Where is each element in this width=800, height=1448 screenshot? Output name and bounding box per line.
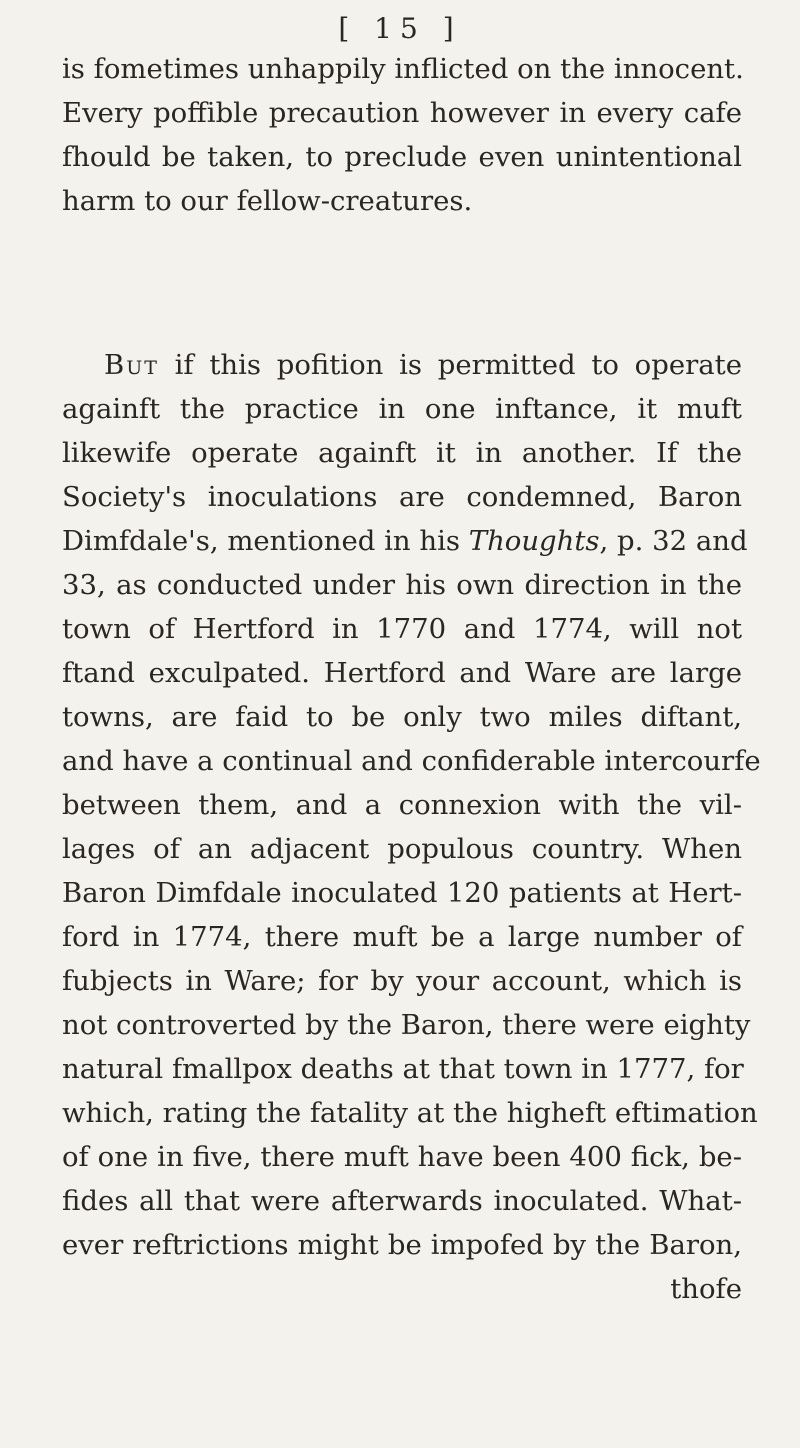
text-line: not controverted by the Baron, there were eighty: [62, 1009, 751, 1041]
text-line: towns, are faid to be only two miles diftant,: [62, 701, 742, 733]
text-fragment: Dimfdale's, mentioned in his: [62, 525, 469, 557]
text-fragment: , p. 32 and: [599, 525, 748, 557]
book-title: Thoughts: [468, 525, 600, 557]
text-line: likewife operate againft it in another. If the: [62, 437, 742, 469]
text-line: ever reftrictions might be impofed by the Baron,: [62, 1229, 742, 1261]
text-line: between them, and a connexion with the vil-: [62, 789, 742, 821]
paragraph-2: [62, 343, 761, 1311]
text-line: fides all that were afterwards inoculated. What-: [62, 1185, 742, 1217]
text-line: lages of an adjacent populous country. When: [62, 833, 742, 865]
opening-word: But: [104, 349, 159, 381]
text-line: ford in 1774, there muft be a large number of: [62, 921, 742, 953]
text-line: of one in five, there muft have been 400 fick, be-: [62, 1141, 742, 1173]
text-line: natural fmallpox deaths at that town in 1777, for: [62, 1053, 744, 1085]
text-line: fubjects in Ware; for by your account, which is: [62, 965, 742, 997]
text-fragment: if this pofition is permitted to operate: [158, 349, 742, 381]
text-line: is fometimes unhappily inflicted on the innocent.: [62, 53, 744, 85]
text-line: Every poffible precaution however in every cafe: [62, 97, 742, 129]
catchword: thofe: [670, 1273, 742, 1305]
text-line: [62, 343, 742, 387]
page-number: [ 15 ]: [338, 12, 462, 45]
text-line: Baron Dimfdale inoculated 120 patients at Hert-: [62, 877, 742, 909]
text-line: againft the practice in one inftance, it muft: [62, 393, 742, 425]
text-line: 33, as conducted under his own direction in the: [62, 569, 742, 601]
text-line: [62, 519, 748, 563]
text-line: town of Hertford in 1770 and 1774, will not: [62, 613, 742, 645]
text-line: which, rating the fatality at the higheft eftimation: [62, 1097, 758, 1129]
text-line: harm to our fellow-creatures.: [62, 185, 473, 217]
text-line: ftand exculpated. Hertford and Ware are large: [62, 657, 742, 689]
text-line: fhould be taken, to preclude even unintentional: [62, 141, 742, 173]
text-line: Society's inoculations are condemned, Baron: [62, 481, 742, 513]
text-line: and have a continual and confiderable intercourfe: [62, 745, 761, 777]
paragraph-1: [62, 47, 742, 223]
